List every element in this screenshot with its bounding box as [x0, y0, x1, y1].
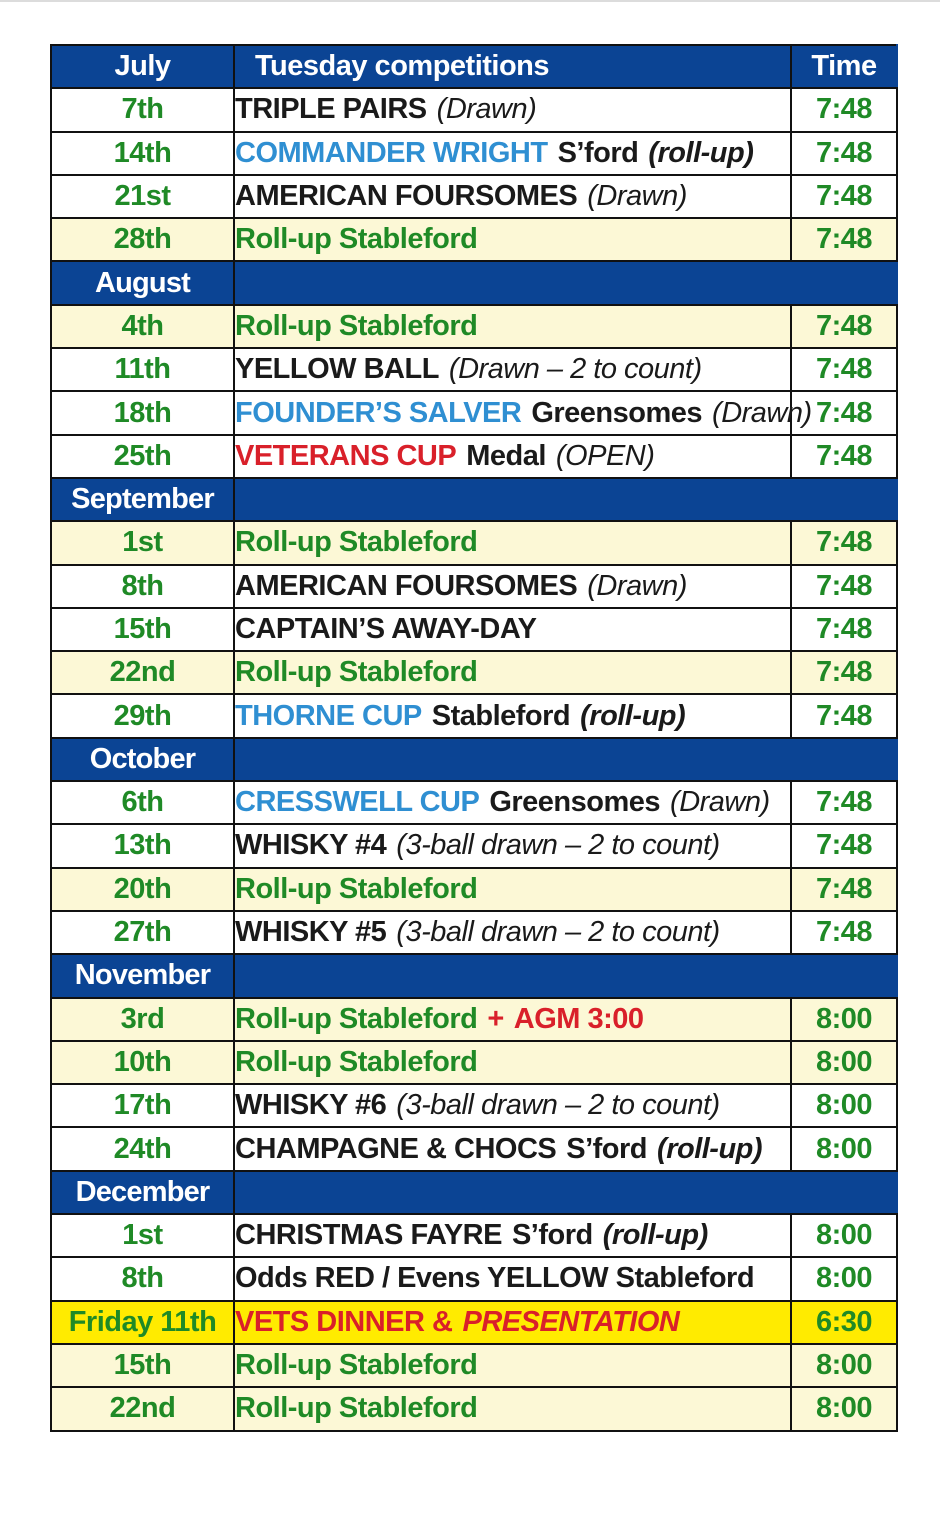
schedule-row — [51, 218, 897, 261]
schedule-row — [51, 88, 897, 131]
event-competition — [234, 608, 791, 651]
schedule-row — [51, 1041, 897, 1084]
event-competition — [234, 1257, 791, 1300]
competition-text-part: S’ford — [511, 1219, 593, 1252]
event-date: 10th — [51, 1041, 234, 1084]
month-header-row — [51, 738, 897, 781]
competition-text-part: (Drawn) — [712, 396, 812, 429]
schedule-row — [51, 348, 897, 391]
schedule-row — [51, 608, 897, 651]
event-time: 8:00 — [791, 1257, 897, 1300]
event-time: 8:00 — [791, 1214, 897, 1257]
schedule-row — [51, 911, 897, 954]
competition-text-part: VETS DINNER & — [235, 1305, 453, 1338]
month-spacer — [234, 1171, 897, 1214]
competition-text-part: (roll-up) — [657, 1132, 763, 1165]
event-competition — [234, 565, 791, 608]
event-competition — [234, 521, 791, 564]
competition-text-part: + — [487, 1002, 504, 1035]
event-competition — [234, 781, 791, 824]
competition-text-part: Roll-up Stableford — [235, 1392, 478, 1425]
competition-text-part: CAPTAIN’S AWAY-DAY — [235, 613, 537, 645]
competition-text-part: WHISKY #5 — [235, 916, 387, 949]
event-date: 22nd — [51, 1387, 234, 1430]
event-time: 7:48 — [791, 521, 897, 564]
event-competition — [234, 305, 791, 348]
event-time: 7:48 — [791, 132, 897, 175]
event-time: 7:48 — [791, 218, 897, 261]
event-time: 7:48 — [791, 565, 897, 608]
event-time: 8:00 — [791, 1387, 897, 1430]
schedule-row — [51, 868, 897, 911]
schedule-row — [51, 175, 897, 218]
event-date: 6th — [51, 781, 234, 824]
event-time: 7:48 — [791, 391, 897, 434]
competition-text-part: (Drawn) — [436, 93, 537, 126]
event-date: 1st — [51, 521, 234, 564]
event-competition — [234, 911, 791, 954]
schedule-row — [51, 305, 897, 348]
event-date: 20th — [51, 868, 234, 911]
competition-text-part: Roll-up Stableford — [235, 656, 478, 689]
event-date: 18th — [51, 391, 234, 434]
event-date: 3rd — [51, 998, 234, 1041]
competition-text-part: Roll-up Stableford — [235, 1002, 478, 1035]
competition-text-part: Medal — [466, 439, 546, 472]
event-time: 6:30 — [791, 1301, 897, 1344]
competition-text-part: CHRISTMAS FAYRE — [235, 1219, 502, 1252]
competition-text-part: AMERICAN FOURSOMES — [235, 180, 578, 213]
competition-text-part: FOUNDER’S SALVER — [235, 396, 522, 429]
competition-text-part: Odds RED / Evens YELLOW Stableford — [235, 1262, 755, 1295]
event-date: 15th — [51, 608, 234, 651]
event-competition — [234, 694, 791, 737]
header-time: Time — [791, 45, 897, 88]
competition-text-part: COMMANDER WRIGHT — [235, 136, 548, 169]
competition-text-part: AGM 3:00 — [513, 1002, 644, 1035]
event-competition — [234, 435, 791, 478]
month-spacer — [234, 954, 897, 997]
schedule-row — [51, 651, 897, 694]
event-date: 17th — [51, 1084, 234, 1127]
month-header-row — [51, 954, 897, 997]
event-time: 8:00 — [791, 998, 897, 1041]
event-date: 14th — [51, 132, 234, 175]
event-time: 8:00 — [791, 1084, 897, 1127]
event-time: 8:00 — [791, 1041, 897, 1084]
schedule-row — [51, 435, 897, 478]
event-date: 24th — [51, 1127, 234, 1170]
schedule-row — [51, 998, 897, 1041]
event-date: 4th — [51, 305, 234, 348]
event-competition — [234, 1214, 791, 1257]
competition-text-part: AMERICAN FOURSOMES — [235, 569, 578, 602]
event-competition — [234, 868, 791, 911]
event-time: 7:48 — [791, 175, 897, 218]
event-time: 7:48 — [791, 608, 897, 651]
competition-text-part: (Drawn) — [587, 180, 687, 213]
month-spacer — [234, 261, 897, 304]
competition-text-part: Roll-up Stableford — [235, 309, 478, 342]
competition-text-part: VETERANS CUP — [235, 439, 457, 472]
event-competition — [234, 88, 791, 131]
event-date: 11th — [51, 348, 234, 391]
month-label: December — [51, 1171, 234, 1214]
competition-text-part: S’ford — [566, 1132, 648, 1165]
competition-text-part: (3-ball drawn – 2 to count) — [396, 1089, 720, 1122]
event-competition — [234, 1387, 791, 1430]
competition-text-part: S’ford — [557, 136, 639, 169]
competition-text-part: (3-ball drawn – 2 to count) — [396, 916, 720, 949]
event-time: 7:48 — [791, 651, 897, 694]
event-competition — [234, 1041, 791, 1084]
competition-text-part: (roll-up) — [580, 699, 686, 732]
competition-text-part: (roll-up) — [648, 136, 754, 169]
event-date: 1st — [51, 1214, 234, 1257]
competition-text-part: (Drawn) — [587, 569, 687, 602]
competition-text-part: WHISKY #6 — [235, 1089, 387, 1122]
event-competition — [234, 391, 812, 434]
header-month: July — [51, 45, 234, 88]
competition-text-part: (roll-up) — [602, 1219, 708, 1252]
event-date: Friday 11th — [51, 1301, 234, 1344]
event-competition — [234, 651, 791, 694]
schedule-row — [51, 1257, 897, 1300]
month-header-row — [51, 1171, 897, 1214]
month-spacer — [234, 478, 897, 521]
event-date: 8th — [51, 565, 234, 608]
competition-text-part: (Drawn) — [670, 786, 770, 819]
competition-text-part: TRIPLE PAIRS — [235, 93, 427, 126]
event-date: 29th — [51, 694, 234, 737]
competition-text-part: Roll-up Stableford — [235, 1349, 478, 1382]
schedule-row — [51, 694, 897, 737]
competition-text-part: (3-ball drawn – 2 to count) — [396, 829, 720, 862]
schedule-row — [51, 1387, 897, 1430]
month-header-row — [51, 478, 897, 521]
event-time: 8:00 — [791, 1344, 897, 1387]
schedule-row — [51, 1344, 897, 1387]
competition-text-part: YELLOW BALL — [235, 353, 439, 386]
month-spacer — [234, 738, 897, 781]
event-time: 7:48 — [791, 781, 897, 824]
event-date: 25th — [51, 435, 234, 478]
event-date: 27th — [51, 911, 234, 954]
schedule-row — [51, 132, 897, 175]
event-competition — [234, 175, 791, 218]
event-date: 22nd — [51, 651, 234, 694]
month-label: August — [51, 261, 234, 304]
event-time: 7:48 — [791, 348, 897, 391]
month-header-row — [51, 261, 897, 304]
competition-text-part: (Drawn – 2 to count) — [448, 353, 702, 386]
event-time: 7:48 — [791, 694, 897, 737]
event-competition — [234, 1344, 791, 1387]
event-competition — [234, 218, 791, 261]
competition-text-part: WHISKY #4 — [235, 829, 387, 862]
event-competition — [234, 1084, 791, 1127]
event-competition — [234, 1301, 791, 1344]
schedule-row — [51, 781, 897, 824]
top-rule — [0, 0, 940, 2]
event-date: 13th — [51, 824, 234, 867]
competition-text-part: Stableford — [431, 699, 571, 732]
schedule-row — [51, 1214, 897, 1257]
competition-text-part: THORNE CUP — [235, 699, 422, 732]
competition-text-part: (OPEN) — [555, 439, 655, 472]
header-row — [51, 45, 897, 88]
event-date: 8th — [51, 1257, 234, 1300]
event-time: 7:48 — [791, 305, 897, 348]
month-label: October — [51, 738, 234, 781]
competition-schedule-table — [50, 44, 898, 1432]
competition-text-part: Roll-up Stableford — [235, 872, 478, 905]
event-time: 7:48 — [791, 88, 897, 131]
competition-text-part: Roll-up Stableford — [235, 223, 478, 256]
event-date: 28th — [51, 218, 234, 261]
month-label: November — [51, 954, 234, 997]
event-competition — [234, 1127, 791, 1170]
competition-text-part: Roll-up Stableford — [235, 1045, 478, 1078]
event-time: 7:48 — [791, 435, 897, 478]
schedule-row — [51, 1301, 897, 1344]
event-time: 7:48 — [791, 911, 897, 954]
event-date: 15th — [51, 1344, 234, 1387]
event-time: 7:48 — [791, 824, 897, 867]
schedule-row — [51, 1127, 897, 1170]
competition-text-part: Roll-up Stableford — [235, 526, 478, 559]
month-label: September — [51, 478, 234, 521]
competition-text-part: CHAMPAGNE & CHOCS — [235, 1132, 557, 1165]
event-time: 7:48 — [791, 868, 897, 911]
competition-text-part: CRESSWELL CUP — [235, 786, 480, 819]
schedule-row — [51, 521, 897, 564]
schedule-row — [51, 565, 897, 608]
event-competition — [234, 824, 791, 867]
event-competition — [234, 998, 791, 1041]
competition-text-part: Greensomes — [531, 396, 703, 429]
schedule-row — [51, 824, 897, 867]
competition-text-part: Greensomes — [489, 786, 661, 819]
schedule-body — [51, 88, 897, 1430]
event-competition — [234, 132, 791, 175]
competition-text-part: PRESENTATION — [462, 1305, 680, 1338]
header-competition: Tuesday competitions — [234, 45, 791, 88]
event-time: 8:00 — [791, 1127, 897, 1170]
event-date: 7th — [51, 88, 234, 131]
event-competition — [234, 348, 791, 391]
schedule-row — [51, 391, 897, 434]
schedule-row — [51, 1084, 897, 1127]
event-date: 21st — [51, 175, 234, 218]
